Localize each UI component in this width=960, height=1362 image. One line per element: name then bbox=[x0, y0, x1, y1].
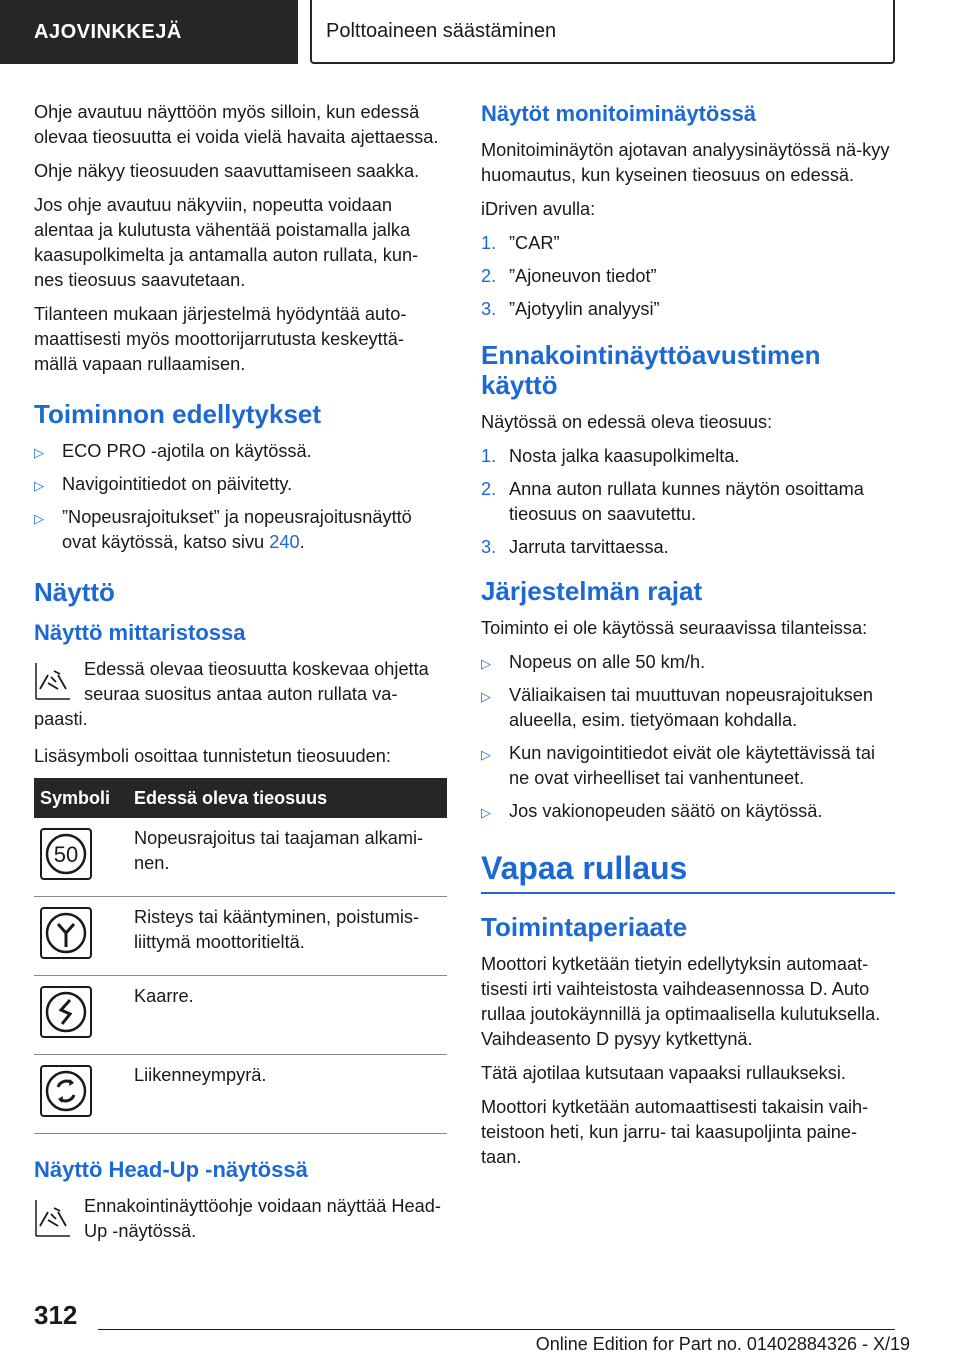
paragraph: Jos ohje avautuu näkyviin, nopeutta voidaan alentaa ja kulutusta vähentää poistamalla jalka kaasupolkimelta ja antamalla auton rullata, kun-nes tieosuus saavutetaan. bbox=[34, 195, 419, 290]
heading-coasting: Vapaa rullaus bbox=[481, 848, 895, 894]
triangle-bullet-icon: ▷ bbox=[481, 805, 491, 820]
heading-cluster: Näyttö mittaristossa bbox=[34, 620, 246, 645]
triangle-bullet-icon: ▷ bbox=[34, 445, 44, 460]
list-item: ▷ Nopeus on alle 50 km/h. bbox=[481, 650, 895, 675]
speed-limit-50-icon bbox=[44, 832, 88, 876]
table-cell: Kaarre. bbox=[128, 976, 447, 1055]
paragraph: Ohje avautuu näyttöön myös silloin, kun edessä olevaa tieosuutta ei voida vielä havaita ajettaessa. bbox=[34, 102, 439, 147]
idrive-menu-path bbox=[481, 231, 895, 322]
paragraph: Moottori kytketään tietyin edellytyksin automaat-tisesti irti vaihteistosta vaihdeasennossa D. Auto rullaa joutokäynnillä ja optimaalisella kulutuksella. Vaihdeasento D pysyy kytkettynä. bbox=[481, 954, 881, 1049]
table-row bbox=[34, 818, 447, 897]
left-column bbox=[34, 100, 447, 1256]
list-item: ▷ Jos vakionopeuden säätö on käytössä. bbox=[481, 799, 895, 824]
paragraph: Toiminto ei ole käytössä seuraavissa tilanteissa: bbox=[481, 618, 868, 638]
junction-exit-icon bbox=[44, 911, 88, 955]
paragraph: Ohje näkyy tieosuuden saavuttamiseen saakka. bbox=[34, 161, 420, 181]
table-row bbox=[34, 976, 447, 1055]
paragraph: Tätä ajotilaa kutsutaan vapaaksi rullaukseksi. bbox=[481, 1063, 846, 1083]
paragraph: Tilanteen mukaan järjestelmä hyödyntää auto-maattisesti myös moottorijarrutusta keskeyttä-mällä vapaan rullaamisen. bbox=[34, 304, 407, 374]
note-road-icon bbox=[34, 661, 72, 701]
heading-use: Ennakointinäyttöavustimen käyttö bbox=[481, 340, 821, 400]
column-header: Edessä oleva tieosuus bbox=[128, 778, 447, 818]
list-item: 3. Jarruta tarvittaessa. bbox=[481, 537, 669, 557]
footer-divider bbox=[98, 1329, 895, 1330]
limits-list bbox=[481, 650, 895, 824]
list-item: 3. ”Ajotyylin analyysi” bbox=[481, 299, 660, 319]
list-item: ▷ Navigointitiedot on päivitetty. bbox=[34, 472, 447, 497]
list-item: 1. Nosta jalka kaasupolkimelta. bbox=[481, 446, 740, 466]
symbol-table bbox=[34, 778, 447, 1134]
paragraph: iDriven avulla: bbox=[481, 199, 596, 219]
svg-text:50: 50 bbox=[53, 842, 79, 867]
page-number: 312 bbox=[34, 1300, 78, 1330]
curve-icon bbox=[44, 990, 88, 1034]
list-item: 2. Anna auton rullata kunnes näytön osoittama tieosuus on saavutettu. bbox=[481, 479, 864, 524]
page-header bbox=[0, 0, 960, 66]
right-column bbox=[481, 100, 895, 1179]
heading-hud: Näyttö Head-Up -näytössä bbox=[34, 1157, 308, 1182]
conditions-list bbox=[34, 439, 447, 555]
triangle-bullet-icon: ▷ bbox=[481, 656, 491, 671]
table-cell: Risteys tai kääntyminen, poistumis-liittymä moottoritieltä. bbox=[128, 897, 447, 976]
note-road-icon bbox=[34, 1198, 72, 1238]
table-cell: Nopeusrajoitus tai taajaman alkami-nen. bbox=[128, 818, 447, 897]
info-note: Edessä olevaa tieosuutta koskevaa ohjetta seuraa suositus antaa auton rullata va- paasti. bbox=[34, 659, 429, 729]
table-cell: Liikenneympyrä. bbox=[128, 1055, 447, 1134]
list-item: 1. ”CAR” bbox=[481, 233, 560, 253]
heading-display: Näyttö bbox=[34, 577, 115, 607]
list-item: ▷ ECO PRO -ajotila on käytössä. bbox=[34, 439, 447, 464]
heading-principle: Toimintaperiaate bbox=[481, 912, 688, 942]
section-tab: AJOVINKKEJÄ bbox=[0, 0, 298, 64]
topic-tab: Polttoaineen säästäminen bbox=[310, 0, 895, 64]
paragraph: Lisäsymboli osoittaa tunnistetun tieosuuden: bbox=[34, 746, 391, 766]
edition-text: Online Edition for Part no. 01402884326 - X/19 bbox=[535, 1334, 910, 1354]
heading-multifunction: Näytöt monitoiminäytössä bbox=[481, 101, 757, 126]
steps-list bbox=[481, 444, 895, 560]
info-note: Ennakointinäyttöohje voidaan näyttää Head-Up -näytössä. bbox=[34, 1194, 447, 1244]
paragraph: Monitoiminäytön ajotavan analyysinäytössä nä-kyy huomautus, kun kyseinen tieosuus on edessä. bbox=[481, 140, 890, 185]
triangle-bullet-icon: ▷ bbox=[34, 478, 44, 493]
heading-conditions: Toiminnon edellytykset bbox=[34, 399, 322, 429]
list-item: ▷ Kun navigointitiedot eivät ole käytettävissä tai ne ovat virheelliset tai vanhentuneet. bbox=[481, 743, 875, 788]
table-row bbox=[34, 1055, 447, 1134]
triangle-bullet-icon: ▷ bbox=[481, 689, 491, 704]
roundabout-icon bbox=[44, 1069, 88, 1113]
list-item: ▷ ”Nopeusrajoitukset” ja nopeusrajoitusnäyttö ovat käytössä, katso sivu 240. bbox=[34, 507, 412, 552]
list-item: ▷ Väliaikaisen tai muuttuvan nopeusrajoituksen alueella, esim. tietyömaan kohdalla. bbox=[481, 685, 873, 730]
column-header: Symboli bbox=[34, 778, 128, 818]
page-reference-link[interactable]: 240 bbox=[269, 532, 300, 552]
heading-limits: Järjestelmän rajat bbox=[481, 576, 703, 606]
triangle-bullet-icon: ▷ bbox=[481, 747, 491, 762]
table-row bbox=[34, 897, 447, 976]
paragraph: Näytössä on edessä oleva tieosuus: bbox=[481, 412, 773, 432]
list-item: 2. ”Ajoneuvon tiedot” bbox=[481, 266, 657, 286]
page-footer bbox=[0, 1290, 960, 1362]
triangle-bullet-icon: ▷ bbox=[34, 511, 44, 526]
paragraph: Moottori kytketään automaattisesti takaisin vaih-teistoon heti, kun jarru- tai kaasupoljinta paine-taan. bbox=[481, 1097, 869, 1167]
